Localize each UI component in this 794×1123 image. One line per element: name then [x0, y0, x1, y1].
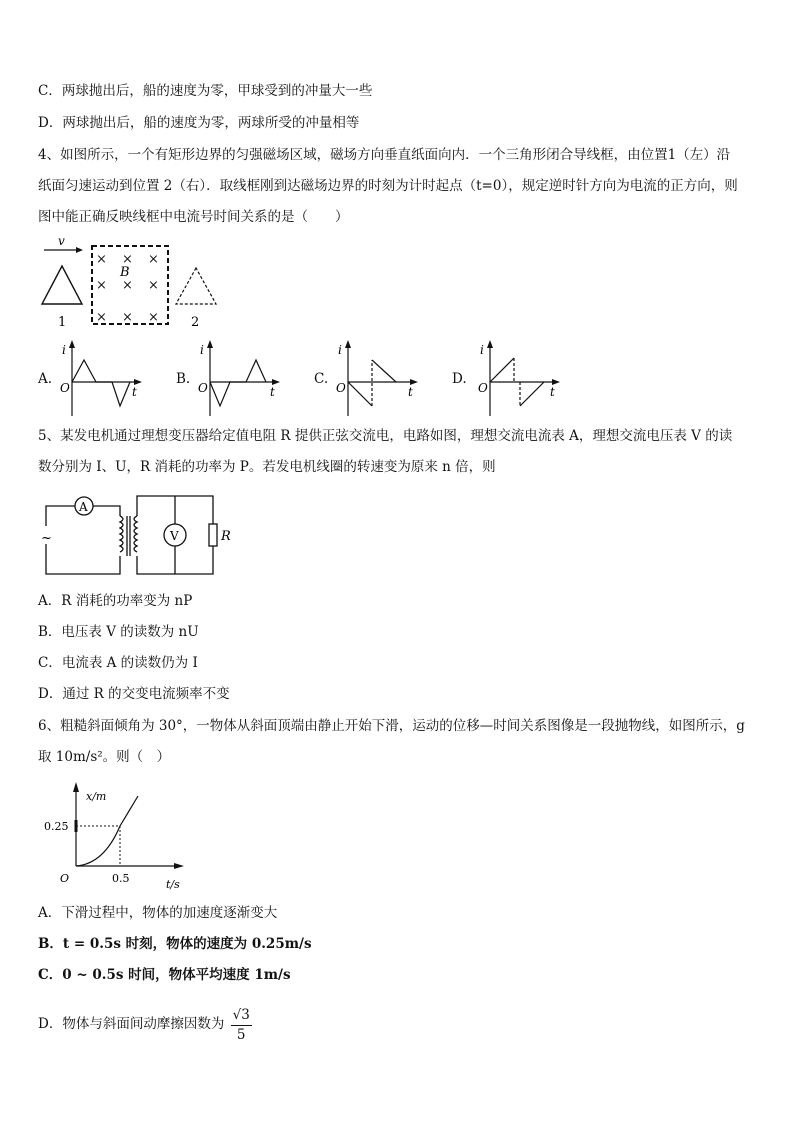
q5-option-b: B．电压表 V 的读数为 nU [38, 624, 199, 640]
q4-option-d-graph [476, 340, 562, 420]
q6-option-c: C．0 ~ 0.5s 时间，物体平均速度 1m/s [38, 967, 291, 983]
svg-text:A: A [79, 500, 88, 514]
svg-text:×: × [96, 278, 107, 293]
q3-option-c: C．两球抛出后，船的速度为零，甲球受到的冲量大一些 [38, 83, 373, 99]
svg-text:×: × [96, 252, 107, 267]
q5-option-d: D．通过 R 的交变电流频率不变 [38, 686, 230, 702]
resistor-icon [209, 524, 217, 546]
ac-source-icon: ~ [41, 531, 52, 546]
q4-stem-line1: 4、如图所示，一个有矩形边界的匀强磁场区域，磁场方向垂直纸面向内．一个三角形闭合导线框，由位置1（左）沿 [38, 147, 731, 163]
svg-text:×: × [122, 310, 133, 325]
q6-stem-line2: 取 10m/s²。则（ ） [38, 749, 171, 765]
q6-option-b: B．t = 0.5s 时刻，物体的速度为 0.25m/s [38, 936, 312, 952]
q4-option-c-label: C. [314, 371, 329, 387]
field-crosses [96, 252, 159, 325]
q4-option-b-label: B. [176, 371, 191, 387]
svg-text:0.5: 0.5 [112, 872, 130, 885]
q5-stem-line2: 数分别为 I、U，R 消耗的功率为 P。若发电机线圈的转速变为原来 n 倍，则 [38, 459, 496, 475]
triangle-position-1 [42, 266, 82, 304]
q6-displacement-time-graph [40, 780, 190, 892]
svg-text:×: × [148, 278, 159, 293]
q4-option-b-graph [196, 340, 282, 420]
svg-text:O: O [478, 381, 488, 395]
triangle-position-2 [176, 268, 216, 304]
svg-text:i: i [200, 343, 204, 357]
svg-text:x/m: x/m [86, 790, 107, 803]
q6-option-a: A．下滑过程中，物体的加速度逐渐变大 [38, 905, 278, 921]
secondary-coil [134, 516, 137, 552]
svg-text:×: × [122, 278, 133, 293]
svg-text:t: t [132, 385, 137, 399]
q6-option-d-fraction [231, 1005, 252, 1044]
q5-circuit-diagram [38, 488, 238, 580]
fraction-denominator: 5 [236, 1027, 246, 1043]
position-1-label: 1 [58, 315, 67, 330]
q4-option-a-label: A. [38, 371, 53, 387]
svg-text:R: R [221, 529, 231, 544]
svg-text:×: × [148, 252, 159, 267]
q5-option-a: A．R 消耗的功率变为 nP [38, 593, 193, 609]
svg-text:t: t [270, 385, 275, 399]
q5-stem-line1: 5、某发电机通过理想变压器给定值电阻 R 提供正弦交流电，电路如图，理想交流电流表 A，理想交流电压表 V 的读 [38, 428, 733, 444]
svg-text:O: O [198, 381, 208, 395]
q4-stem-line3: 图中能正确反映线框中电流号时间关系的是（ ） [38, 209, 349, 225]
q5-option-c: C．电流表 A 的读数仍为 I [38, 655, 198, 671]
svg-text:t/s: t/s [166, 878, 180, 891]
position-2-label: 2 [191, 315, 200, 330]
svg-text:0.25: 0.25 [44, 820, 69, 833]
svg-text:i: i [480, 343, 484, 357]
q6-option-d [38, 1005, 252, 1044]
q3-option-d: D．两球抛出后，船的速度为零，两球所受的冲量相等 [38, 115, 360, 131]
q4-stem-line2: 纸面匀速运动到位置 2（右）．取线框刚到达磁场边界的时刻为计时起点（t=0），规定逆时针方向为电流的正方向，则 [38, 178, 738, 194]
q4-option-a-graph [58, 340, 144, 420]
fraction-numerator: √3 [231, 1005, 252, 1026]
q6-stem-line1: 6、粗糙斜面倾角为 30°，一物体从斜面顶端由静止开始下滑，运动的位移—时间关系图像是一段抛物线，如图所示，g [38, 718, 745, 734]
q4-option-c-graph [334, 340, 420, 420]
svg-text:O: O [60, 381, 70, 395]
svg-text:×: × [122, 252, 133, 267]
q4-option-d-label: D. [452, 371, 467, 387]
svg-text:i: i [338, 343, 342, 357]
svg-text:i: i [62, 343, 66, 357]
svg-text:O: O [336, 381, 346, 395]
field-b-label: B [120, 265, 130, 280]
svg-text:t: t [550, 385, 555, 399]
q6-option-d-text: D．物体与斜面间动摩擦因数为 [38, 1016, 225, 1032]
svg-text:×: × [96, 310, 107, 325]
svg-text:×: × [148, 310, 159, 325]
velocity-label: v [58, 236, 65, 248]
svg-text:V: V [170, 529, 179, 543]
svg-text:t: t [408, 385, 413, 399]
parabola-curve [76, 796, 138, 866]
q4-magnetic-field-figure [36, 236, 236, 332]
svg-text:O: O [60, 872, 70, 885]
primary-coil [120, 516, 123, 552]
